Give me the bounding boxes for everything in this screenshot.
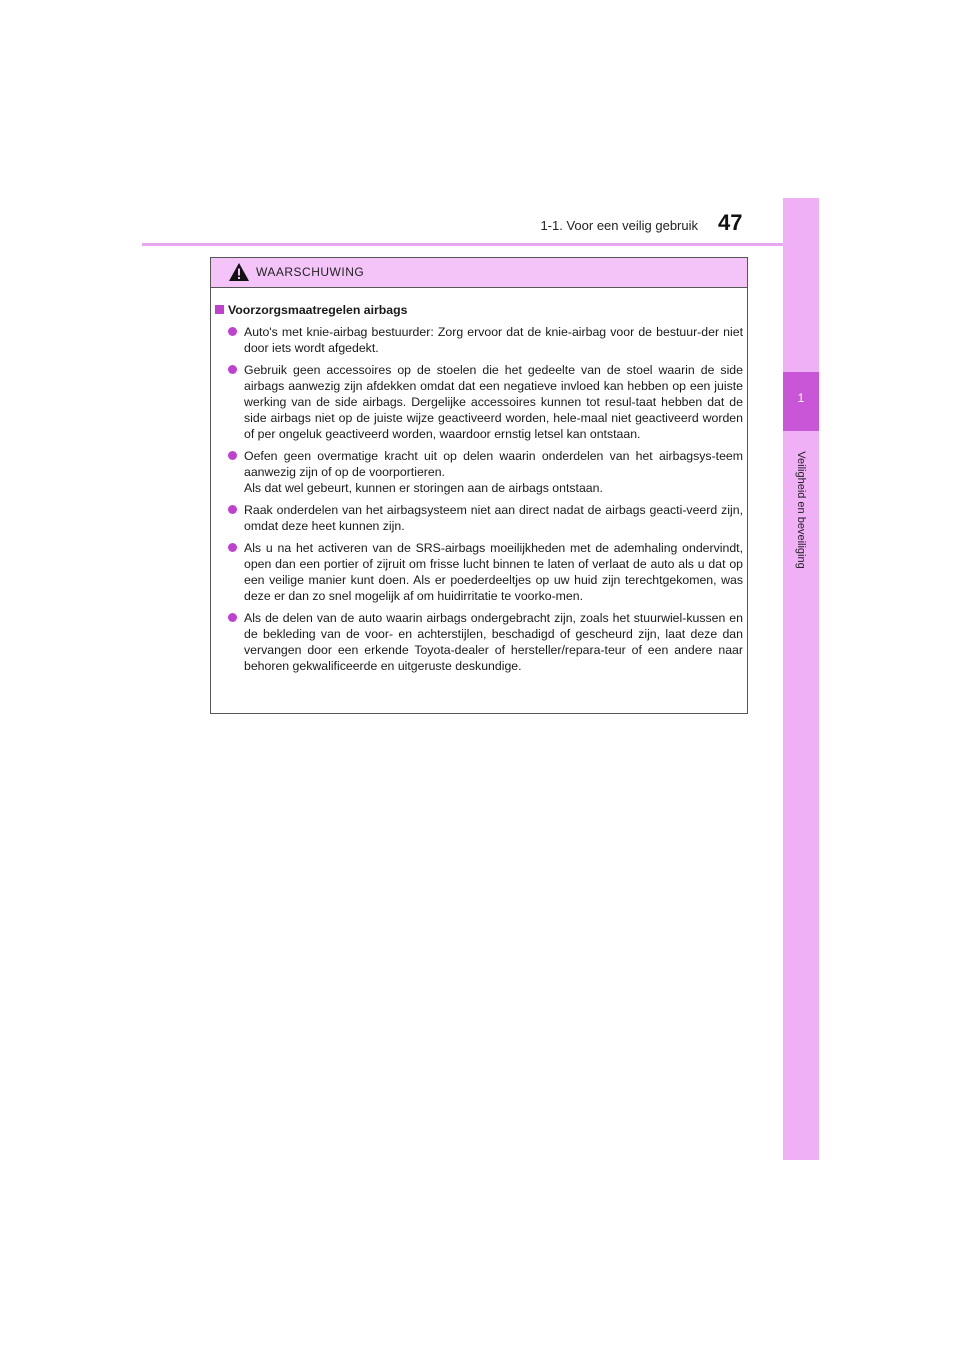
list-item-text: Gebruik geen accessoires op de stoelen die het gedeelte van de stoel waarin de side airbags aanwezig zijn afdekken omdat dat een negatieve invloed kan hebben op een juiste werking van de side airbags. Dergelijke accessoires kunnen tot resul-taat hebben dat de side airbags niet op de juiste wijze geactiveerd worden, hele-maal niet geactiveerd worden of per ongeluk geactiveerd worden, waardoor ernstig letsel kan ontstaan. (244, 363, 743, 441)
warning-bullet-list (211, 324, 749, 680)
square-bullet-icon (215, 305, 224, 314)
bullet-dot-icon (228, 505, 237, 514)
list-item (211, 502, 749, 534)
list-item (211, 448, 749, 496)
list-item-text: Raak onderdelen van het airbagsysteem niet aan direct nadat de airbags geacti-veerd zijn, omdat deze heet kunnen zijn. (244, 503, 743, 533)
warning-label: WAARSCHUWING (256, 265, 365, 279)
warning-box (210, 257, 748, 714)
header-rule (142, 243, 819, 246)
bullet-dot-icon (228, 365, 237, 374)
section-heading (215, 303, 408, 317)
section-heading-text: Voorzorgsmaatregelen airbags (228, 303, 408, 317)
list-item-text: Auto's met knie-airbag bestuurder: Zorg ervoor dat de knie-airbag voor de bestuur-der niet door iets wordt afgedekt. (244, 325, 743, 355)
bullet-dot-icon (228, 451, 237, 460)
chapter-number: 1 (797, 391, 805, 405)
bullet-dot-icon (228, 613, 237, 622)
list-item (211, 324, 749, 356)
page-number: 47 (718, 210, 743, 235)
list-item-text: Als de delen van de auto waarin airbags ondergebracht zijn, zoals het stuurwiel-kussen en de bekleding van de voor- en achterstijlen, beschadigd of gescheurd zijn, laat deze dan vervangen door een erkende Toyota-dealer of hersteller/repara-teur of een andere naar behoren gekwalificeerde en uitgeruste deskundige. (244, 611, 743, 673)
warning-header (211, 258, 747, 288)
list-item-text: Oefen geen overmatige kracht uit op delen waarin onderdelen van het airbagsys-teem aanwezig zijn of op de voorportieren. Als dat wel gebeurt, kunnen er storingen aan de airbags ontstaan. (244, 449, 743, 495)
chapter-side-tab[interactable] (783, 198, 819, 1160)
section-header-title: 1-1. Voor een veilig gebruik (540, 218, 698, 233)
bullet-dot-icon (228, 543, 237, 552)
list-item (211, 540, 749, 604)
bullet-dot-icon (228, 327, 237, 336)
list-item (211, 610, 749, 674)
warning-triangle-icon (228, 262, 250, 282)
list-item-text: Als u na het activeren van de SRS-airbags moeilijkheden met de ademhaling ondervindt, open dan een portier of zijruit om frisse lucht binnen te laten of verlaat de auto als u dat op een veilige manier kunt doen. Als er poederdeeltjes op uw huid zijn terechtgekomen, was deze er dan zo snel mogelijk af om huidirritatie te voorko-men. (244, 541, 743, 603)
list-item (211, 362, 749, 442)
chapter-title: Veiligheid en beveiliging (795, 451, 807, 569)
